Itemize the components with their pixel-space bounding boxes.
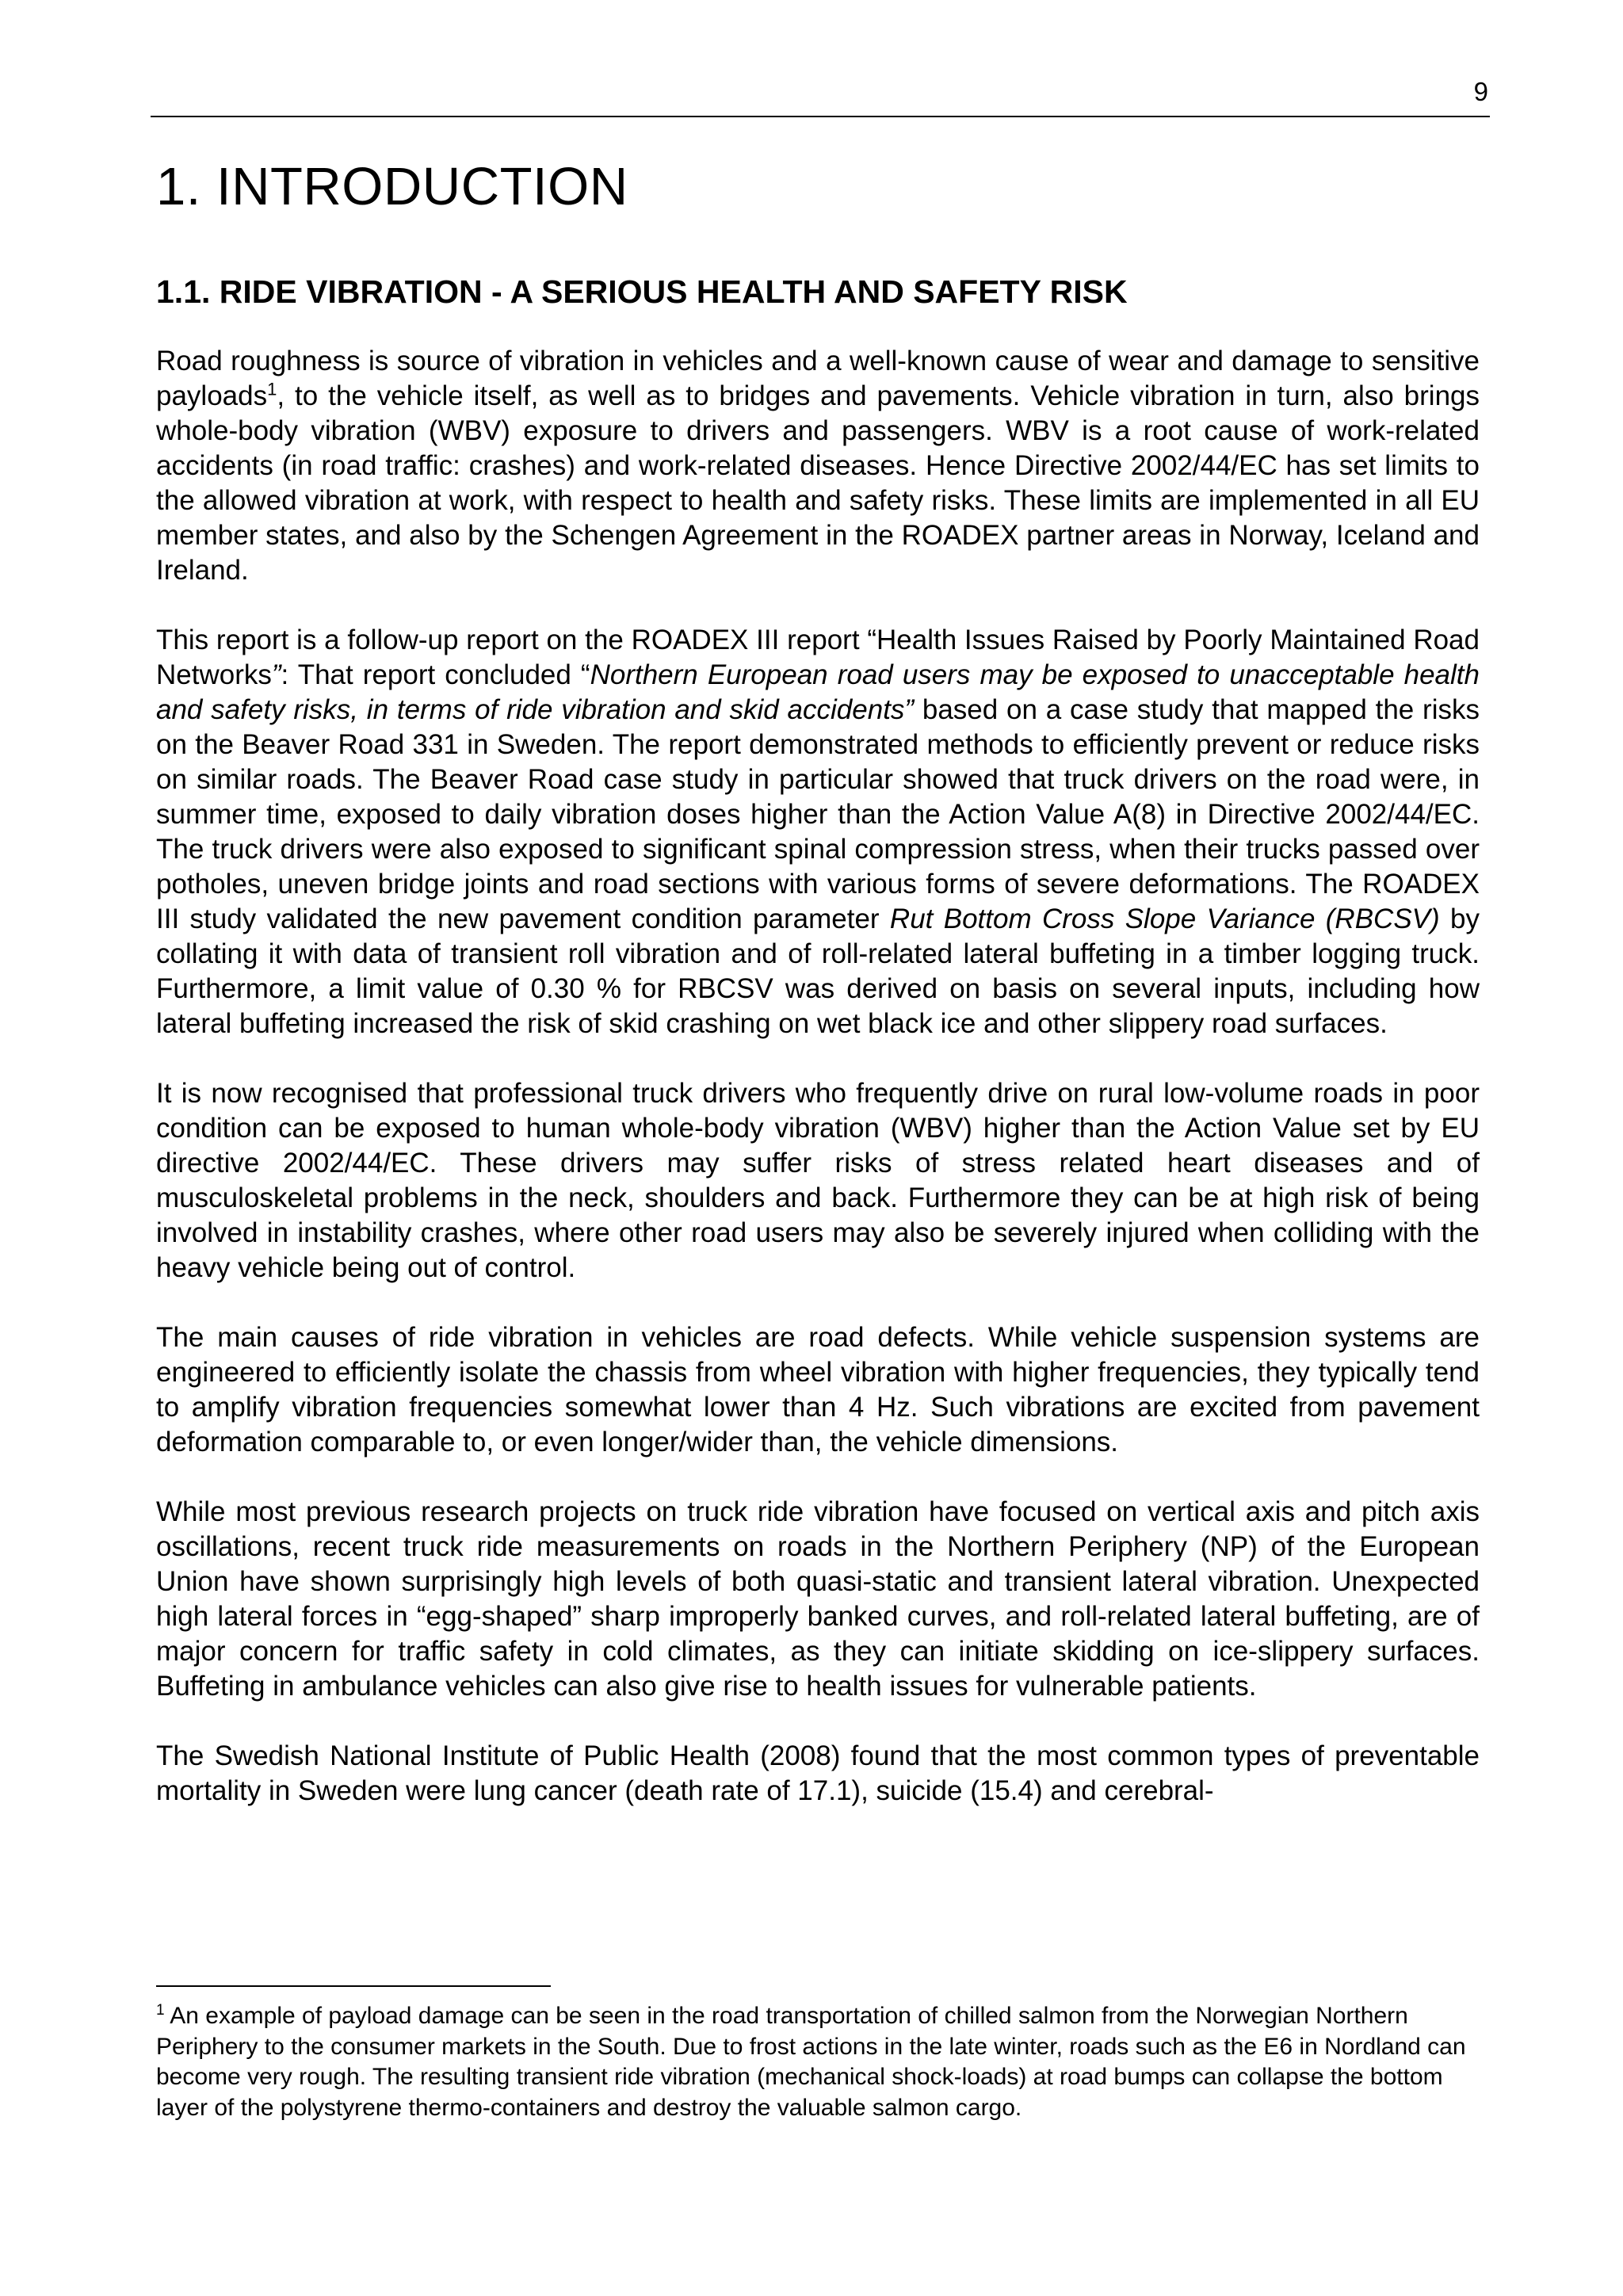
- paragraph-2-text-e: based on a case study that mapped the risks on the Beaver Road 331 in Sweden. The report demonstrated methods to efficiently prevent or reduce risks on similar roads. The Beaver Road case study in particular showed that truck drivers on the road were, in summer time, exposed to daily vibration doses higher than the Action Value A(8) in Directive 2002/44/EC. The truck drivers were also exposed to significant spinal compression stress, when their trucks passed over potholes, uneven bridge joints and road sections with various forms of severe deformations. The ROADEX III study validated the new pavement condition parameter: [156, 694, 1480, 934]
- chapter-title: 1. INTRODUCTION: [156, 157, 628, 216]
- paragraph-1-text-a: Road roughness is source of vibration in vehicles and a well-known cause of wear and damage to sensitive payloads: [156, 346, 1480, 411]
- paragraph-2-italic-quote-close: ”: [271, 659, 281, 690]
- paragraph-2-italic-conclusion: Northern European road users may be exposed to unacceptable health and safety risks, in terms of ride vibration and skid accidents”: [156, 659, 1480, 725]
- paragraph-4: The main causes of ride vibration in vehicles are road defects. While vehicle suspension systems are engineered to efficiently isolate the chassis from wheel vibration with higher frequencies, they typically tend to amplify vibration frequencies somewhat lower than 4 Hz. Such vibrations are excited from pavement deformation comparable to, or even longer/wider than, the vehicle dimensions.: [156, 1322, 1480, 1457]
- page-number: 9: [1473, 77, 1488, 106]
- footnote-marker: 1: [156, 2002, 165, 2019]
- paragraph-1: [156, 344, 1480, 588]
- footnote-text: An example of payload damage can be seen in the road transportation of chilled salmon from the Norwegian Northern Periphery to the consumer markets in the South. Due to frost actions in the late winter, roads such as the E6 in Nordland can become very rough. The resulting transient ride vibration (mechanical shock-loads) at road bumps can collapse the bottom layer of the polystyrene thermo-containers and destroy the valuable salmon cargo.: [156, 2003, 1466, 2121]
- paragraph-2-italic-rbcsv: Rut Bottom Cross Slope Variance (RBCSV): [889, 904, 1440, 934]
- paragraph-3: It is now recognised that professional truck drivers who frequently drive on rural low-volume roads in poor condition can be exposed to human whole-body vibration (WBV) higher than the Action Value set by EU directive 2002/44/EC. These drivers may suffer risks of stress related heart diseases and of musculoskeletal problems in the neck, shoulders and back. Furthermore they can be at high risk of being involved in instability crashes, where other road users may also be severely injured when colliding with the heavy vehicle being out of control.: [156, 1078, 1480, 1283]
- paragraph-2: [156, 623, 1480, 1041]
- paragraph-6: The Swedish National Institute of Public Health (2008) found that the most common types of preventable mortality in Sweden were lung cancer (death rate of 17.1), suicide (15.4) and cerebral-: [156, 1740, 1480, 1806]
- paragraph-2-text-a: This report is a follow-up report on the ROADEX III report “Health Issues Raised by Poorly Maintained Road Networks: [156, 625, 1480, 690]
- footnote-rule: [156, 1985, 551, 1987]
- section-title: 1.1. RIDE VIBRATION - A SERIOUS HEALTH AND SAFETY RISK: [156, 273, 1128, 310]
- footnote-reference: 1: [267, 379, 277, 399]
- paragraph-5: While most previous research projects on truck ride vibration have focused on vertical axis and pitch axis oscillations, recent truck ride measurements on roads in the Northern Periphery (NP) of the European Union have shown surprisingly high levels of both quasi-static and transient lateral vibration. Unexpected high lateral forces in “egg-shaped” sharp improperly banked curves, and roll-related lateral buffeting, are of major concern for traffic safety in cold climates, as they can initiate skidding on ice-slippery surfaces. Buffeting in ambulance vehicles can also give rise to health issues for vulnerable patients.: [156, 1496, 1480, 1702]
- footnote: [156, 2001, 1495, 2123]
- paragraph-2-text-g: by collating it with data of transient roll vibration and of roll-related lateral buffeting in a timber logging truck. Furthermore, a limit value of 0.30 % for RBCSV was derived on basis on several inputs, including how lateral buffeting increased the risk of skid crashing on wet black ice and other slippery road surfaces.: [156, 904, 1480, 1039]
- paragraph-2-text-c: : That report concluded “: [281, 659, 590, 690]
- main-content: [156, 151, 1480, 1809]
- paragraph-1-text-b: , to the vehicle itself, as well as to bridges and pavements. Vehicle vibration in turn, also brings whole-body vibration (WBV) exposure to drivers and passengers. WBV is a root cause of work-related accidents (in road traffic: crashes) and work-related diseases. Hence Directive 2002/44/EC has set limits to the allowed vibration at work, with respect to health and safety risks. These limits are implemented in all EU member states, and also by the Schengen Agreement in the ROADEX partner areas in Norway, Iceland and Ireland.: [156, 380, 1480, 586]
- header-rule: [151, 116, 1490, 117]
